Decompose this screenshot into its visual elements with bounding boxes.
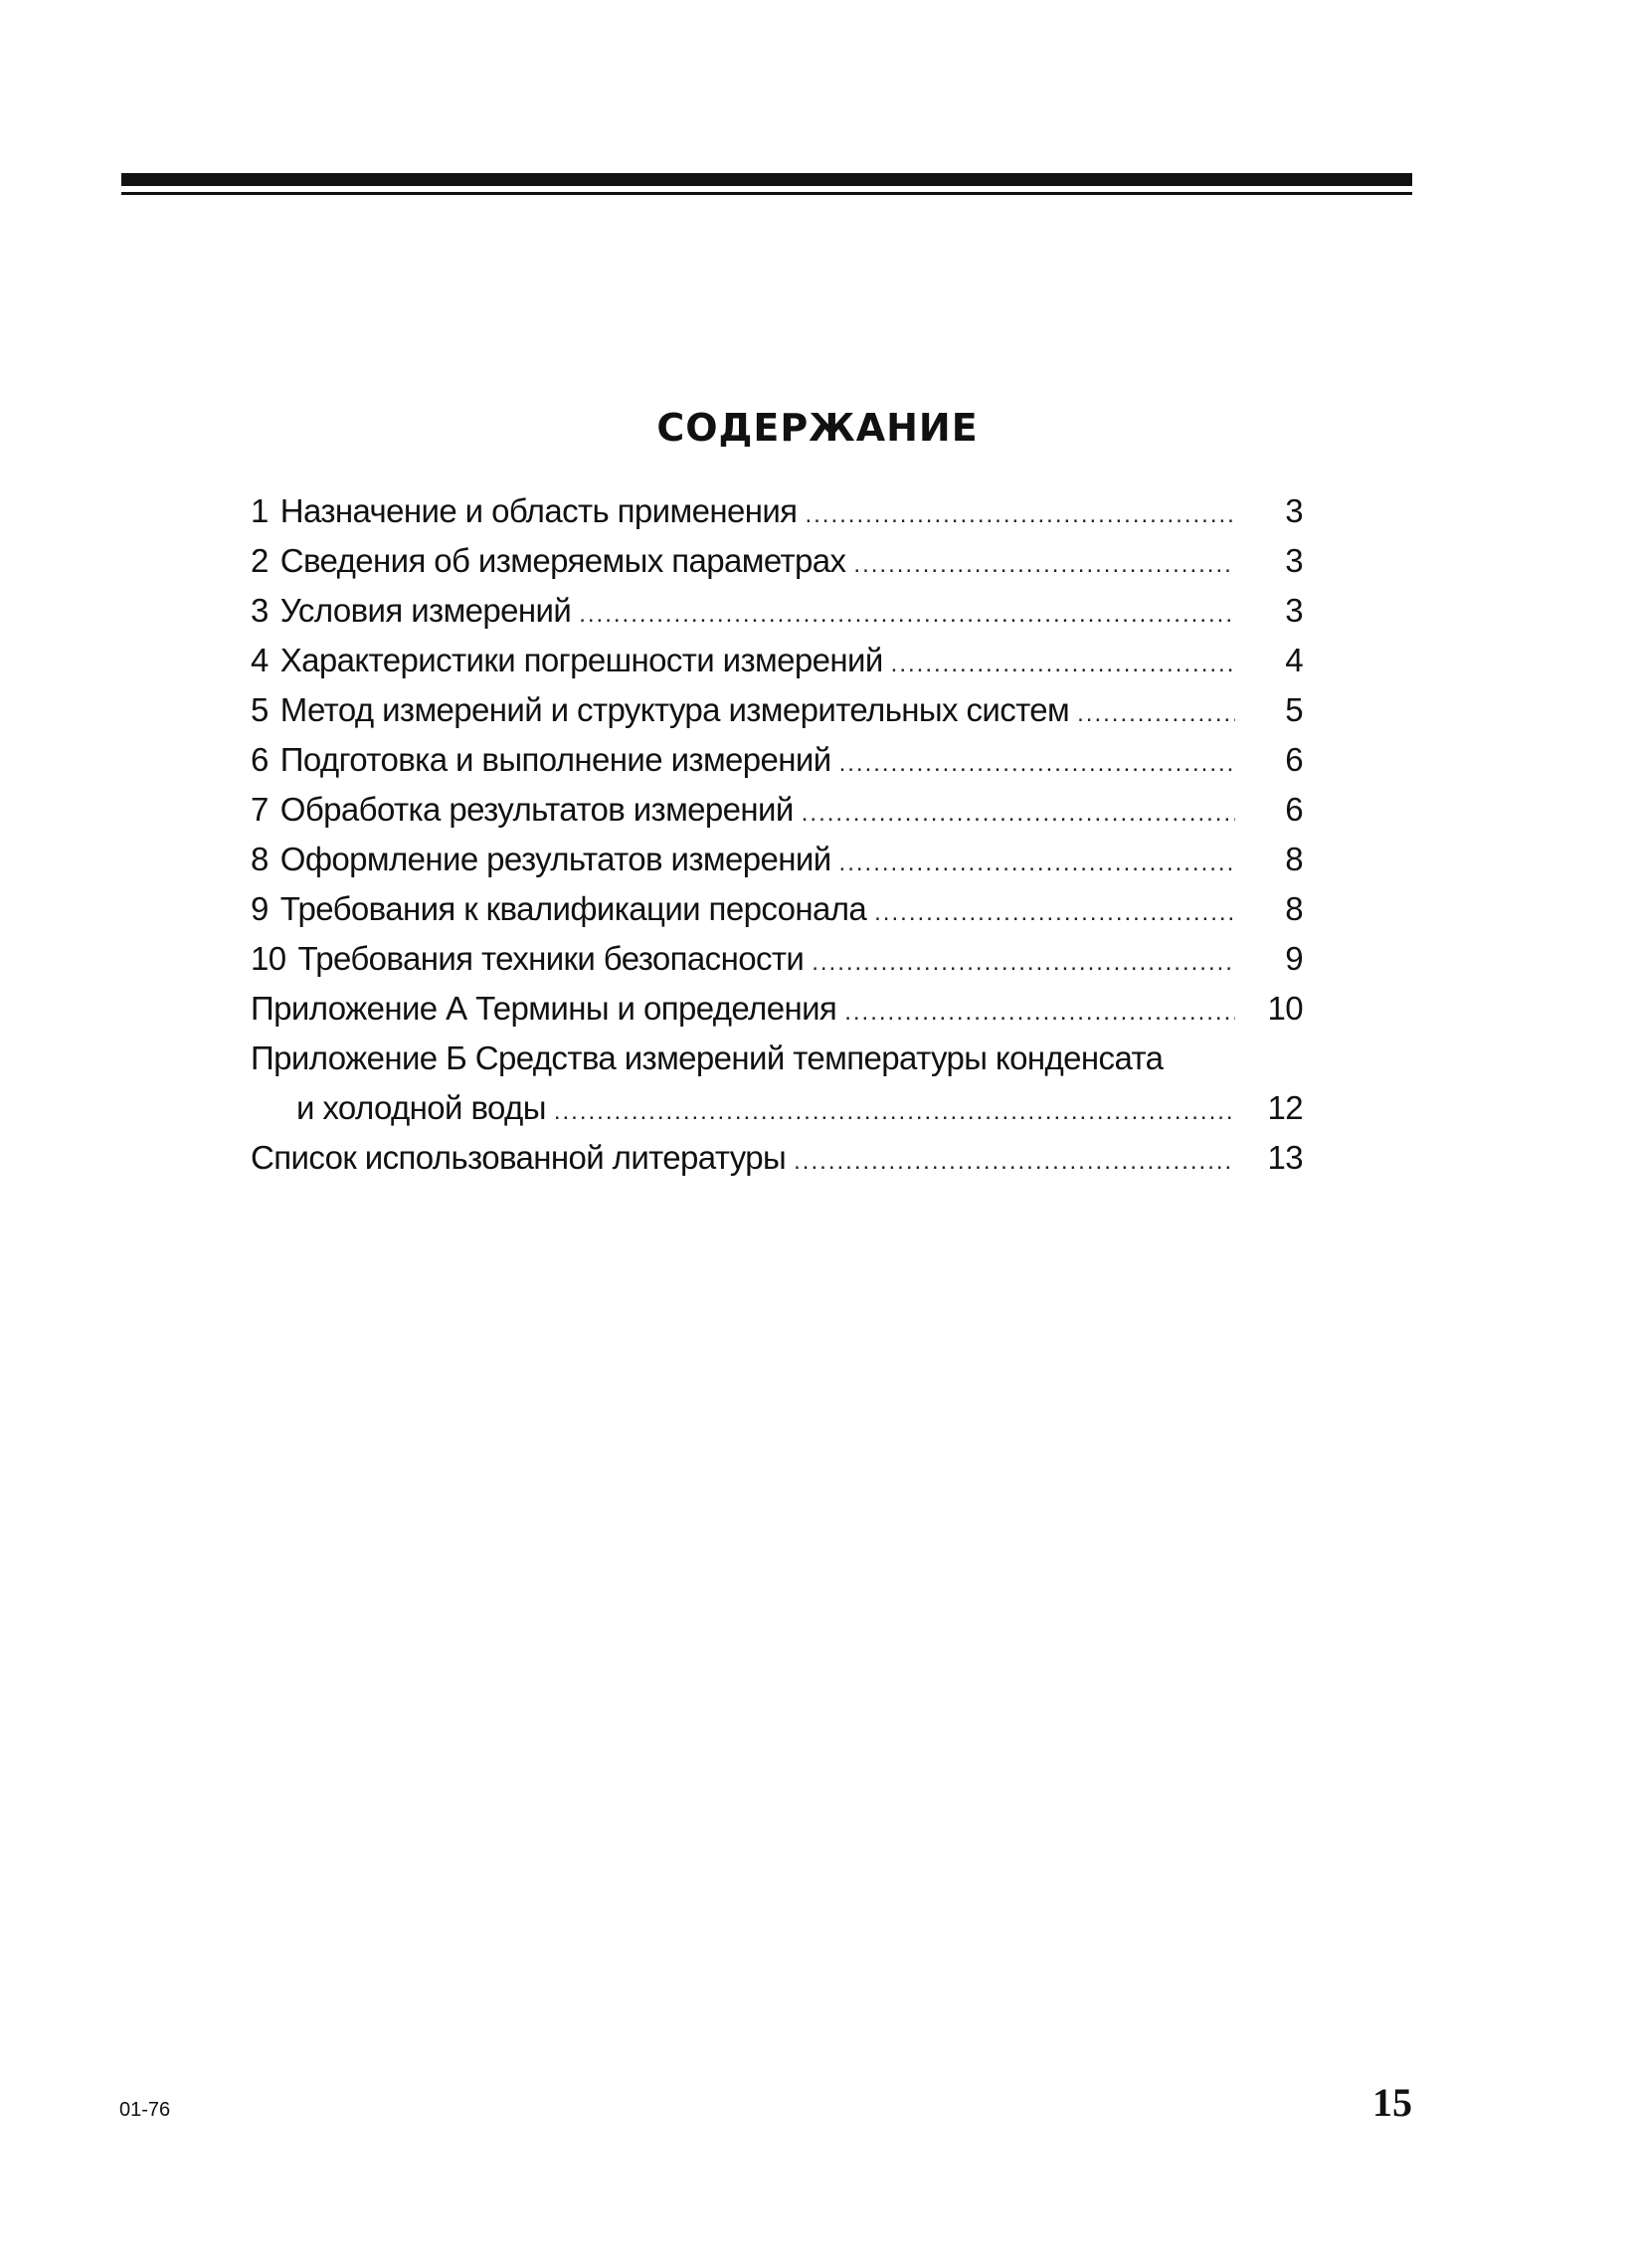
toc-leader-dots [853,540,1235,590]
toc-entry-label: Метод измерений и структура измерительных систем [279,691,1070,728]
toc-entry-label: Приложение Б Средства измерений температуры конденсата [251,1040,1164,1076]
toc-entry-number: 10 [251,940,286,977]
toc-entry-page: 13 [1267,1139,1303,1176]
toc-entry-continuation[interactable] [251,1083,1303,1133]
toc-entry-label: Сведения об измеряемых параметрах [279,542,846,579]
toc-entry-number: 6 [251,741,269,778]
toc-entry[interactable] [251,1034,1303,1083]
toc-leader-dots [812,938,1235,988]
toc-entry-page: 10 [1267,990,1303,1027]
toc-leader-dots [874,888,1235,938]
toc-entry[interactable] [251,486,1303,536]
toc-entry-page: 8 [1285,890,1303,927]
toc-entry[interactable] [251,636,1303,685]
toc-entry[interactable] [251,934,1303,984]
toc-entry-page: 4 [1285,642,1303,678]
toc-entry-page: 6 [1285,741,1303,778]
toc-entry-number: 2 [251,542,269,579]
toc-leader-dots [1077,689,1235,739]
toc-leader-dots [839,839,1235,888]
toc-entry-label: Характеристики погрешности измерений [279,642,883,678]
toc-entry-label: Подготовка и выполнение измерений [279,741,831,778]
toc-leader-dots [805,490,1235,540]
toc-entry-page: 6 [1285,791,1303,828]
toc-entry[interactable] [251,685,1303,735]
toc-leader-dots [891,640,1235,689]
toc-entry[interactable] [251,884,1303,934]
toc-entry-page: 9 [1285,940,1303,977]
toc-entry[interactable] [251,984,1303,1034]
toc-entry-label: Условия измерений [279,592,572,629]
toc-entry-page: 3 [1285,592,1303,629]
toc-entry-number: 3 [251,592,269,629]
toc-entry-label: Обработка результатов измерений [279,791,794,828]
toc-entry[interactable] [251,835,1303,884]
toc-leader-dots [554,1087,1235,1137]
page-number: 15 [1372,2080,1412,2125]
header-rule-thin [121,192,1412,195]
toc-entry-number: 7 [251,791,269,828]
toc-title: СОДЕРЖАНИЕ [656,406,979,450]
toc-leader-dots [802,789,1235,839]
toc-entry-label: Приложение А Термины и определения [251,990,837,1027]
header-rule-thick [121,173,1412,186]
toc-entry-page: 12 [1267,1089,1303,1126]
toc-entry[interactable] [251,785,1303,835]
toc-entry-page: 3 [1285,542,1303,579]
toc-leader-dots [844,988,1235,1038]
toc-entry-label: Список использованной литературы [251,1139,787,1176]
toc-entry[interactable] [251,1133,1303,1183]
toc-entry-page: 8 [1285,841,1303,877]
toc-entry-label: Назначение и область применения [279,492,798,529]
toc-entry-number: 4 [251,642,269,678]
toc-entry-number: 1 [251,492,269,529]
toc-entry[interactable] [251,735,1303,785]
toc-entry[interactable] [251,586,1303,636]
toc-entry-number: 5 [251,691,269,728]
toc-entry-label: Требования техники безопасности [297,940,805,977]
toc-entry-label: Требования к квалификации персонала [279,890,867,927]
toc-entry-label: и холодной воды [296,1089,546,1126]
toc-leader-dots [794,1137,1235,1187]
toc-entry-number: 9 [251,890,269,927]
toc-entry-page: 3 [1285,492,1303,529]
toc-entry-label: Оформление результатов измерений [279,841,831,877]
toc-entry-page: 5 [1285,691,1303,728]
toc-leader-dots [579,590,1235,640]
document-code: 01-76 [119,2099,171,2121]
toc-entry-number: 8 [251,841,269,877]
toc-entry[interactable] [251,536,1303,586]
toc-leader-dots [839,739,1235,789]
table-of-contents [251,486,1303,1183]
